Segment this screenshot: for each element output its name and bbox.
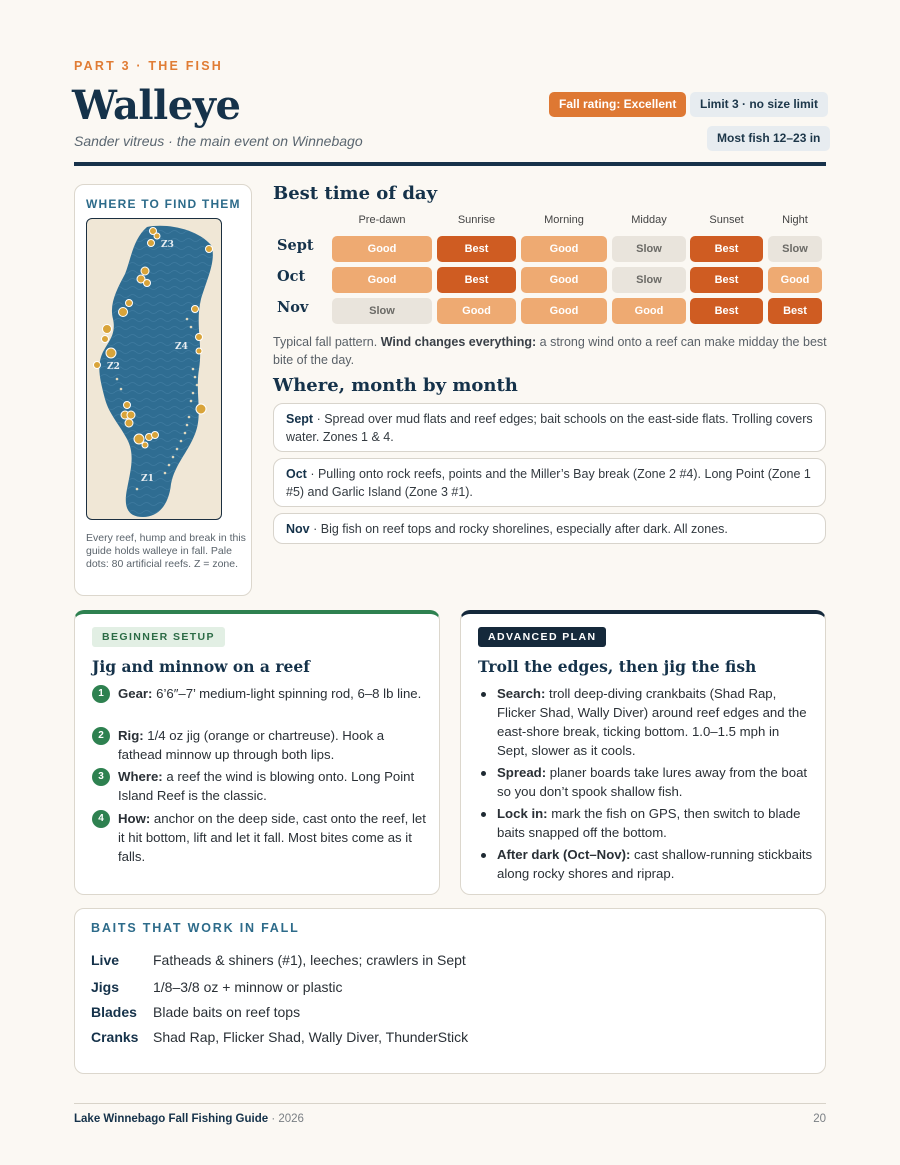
step-label: Gear: xyxy=(118,686,153,701)
time-note xyxy=(273,333,828,369)
time-rating-cell: Good xyxy=(332,267,432,293)
month-item-oct xyxy=(273,458,826,507)
part-eyebrow: PART 3 · THE FISH xyxy=(74,59,223,73)
advanced-plan-card xyxy=(460,610,826,895)
header-divider xyxy=(74,162,826,166)
most-fish-badge: Most fish 12–23 in xyxy=(707,126,830,151)
bait-desc: Blade baits on reef tops xyxy=(153,1004,301,1020)
time-rating-cell: Best xyxy=(437,236,516,262)
step-text: a reef the wind is blowing onto. Long Point Island Reef is the classic. xyxy=(118,769,415,803)
best-time-heading: Best time of day xyxy=(273,183,438,204)
time-rating-cell: Good xyxy=(521,267,607,293)
time-rating-cell: Best xyxy=(690,267,763,293)
time-column-header: Pre-dawn xyxy=(358,214,406,226)
step-number: 3 xyxy=(92,768,110,786)
time-note-start: Typical fall pattern. xyxy=(273,335,381,349)
page-subtitle: Sander vitreus · the main event on Winnebago xyxy=(74,133,363,149)
time-rating-cell: Slow xyxy=(612,267,686,293)
time-rating-cell: Slow xyxy=(612,236,686,262)
advanced-bullet xyxy=(478,763,813,801)
bullet-text: mark the fish on GPS, then switch to blade baits snapped off the bottom. xyxy=(497,806,801,840)
lake-map-graphic xyxy=(87,219,222,520)
advanced-tag: ADVANCED PLAN xyxy=(478,627,606,647)
time-row-month: Nov xyxy=(277,299,309,316)
month-heading: Where, month by month xyxy=(273,375,518,396)
beginner-setup-card xyxy=(74,610,440,895)
time-rating-cell: Good xyxy=(332,236,432,262)
time-rating-cell: Best xyxy=(437,267,516,293)
zone-label-z4: Z4 xyxy=(175,342,188,352)
bullet-dot xyxy=(481,692,486,697)
lake-map xyxy=(86,218,222,520)
month-label: Sept xyxy=(286,412,314,426)
step-text: 6’6″–7’ medium-light spinning rod, 6–8 lb line. xyxy=(152,686,422,701)
time-rating-cell: Good xyxy=(521,298,607,324)
time-rating-cell: Slow xyxy=(768,236,822,262)
zone-label-z2: Z2 xyxy=(107,362,120,372)
step-label: Rig: xyxy=(118,728,144,743)
beginner-step xyxy=(92,726,427,764)
step-text: 1/4 oz jig (orange or chartreuse). Hook a fathead minnow up through both lips. xyxy=(118,728,385,762)
beginner-step xyxy=(92,767,427,805)
advanced-bullet xyxy=(478,684,813,760)
step-number: 4 xyxy=(92,810,110,828)
month-text: · Pulling onto rock reefs, points and the Miller’s Bay break (Zone 2 #4). Long Point (Zone 1 #5) and Garlic Island (Zone 3 #1). xyxy=(286,467,811,499)
time-column-header: Sunset xyxy=(709,214,744,226)
baits-card xyxy=(74,908,826,1074)
bait-desc: 1/8–3/8 oz + minnow or plastic xyxy=(153,979,343,995)
month-item-sept xyxy=(273,403,826,452)
time-note-bold: Wind changes everything: xyxy=(380,335,537,349)
time-rating-cell: Best xyxy=(768,298,822,324)
bait-desc: Fatheads & shiners (#1), leeches; crawlers in Sept xyxy=(153,952,466,968)
bullet-text: troll deep-diving crankbaits (Shad Rap, Flicker Shad, Wally Diver) around reef edges and the east-shore break, ticking bottom. 1.0–1.5 mph in Sept, slower as it cools. xyxy=(497,686,807,758)
beginner-step xyxy=(92,809,427,866)
map-caption: Every reef, hump and break in this guide holds walleye in fall. Pale dots: 80 artificial reefs. Z = zone. xyxy=(86,532,246,570)
beginner-tag: BEGINNER SETUP xyxy=(92,627,225,647)
time-rating-cell: Good xyxy=(768,267,822,293)
time-rating-cell: Slow xyxy=(332,298,432,324)
month-text: · Big fish on reef tops and rocky shorelines, especially after dark. All zones. xyxy=(309,522,728,536)
zone-label-z3: Z3 xyxy=(161,240,174,250)
bait-desc: Shad Rap, Flicker Shad, Wally Diver, ThunderStick xyxy=(153,1029,469,1045)
bullet-text: planer boards take lures away from the boat so you don’t spook shallow fish. xyxy=(497,765,808,799)
beginner-title: Jig and minnow on a reef xyxy=(92,657,310,676)
map-card-title: WHERE TO FIND THEM xyxy=(86,197,241,211)
bullet-label: After dark (Oct–Nov): xyxy=(497,847,631,862)
footer-guide-name: Lake Winnebago Fall Fishing Guide xyxy=(74,1113,269,1125)
advanced-title: Troll the edges, then jig the fish xyxy=(478,657,757,676)
bait-type: Jigs xyxy=(91,979,120,995)
bullet-dot xyxy=(481,771,486,776)
bullet-label: Lock in: xyxy=(497,806,548,821)
bullet-label: Search: xyxy=(497,686,546,701)
bullet-dot xyxy=(481,853,486,858)
time-column-header: Midday xyxy=(631,214,667,226)
bait-type: Live xyxy=(91,952,120,968)
advanced-bullet xyxy=(478,804,813,842)
footer-guide xyxy=(74,1113,304,1125)
step-number: 1 xyxy=(92,685,110,703)
baits-title: BAITS THAT WORK IN FALL xyxy=(91,921,300,935)
fall-rating-badge: Fall rating: Excellent xyxy=(549,92,686,117)
time-column-header: Night xyxy=(782,214,808,226)
bait-type: Blades xyxy=(91,1004,137,1020)
footer-year: · 2026 xyxy=(268,1113,304,1125)
beginner-step xyxy=(92,684,427,703)
time-rating-cell: Good xyxy=(612,298,686,324)
bullet-text: cast shallow-running stickbaits along rocky shores and riprap. xyxy=(497,847,813,881)
step-label: Where: xyxy=(118,769,163,784)
month-label: Nov xyxy=(286,522,310,536)
page-title: Walleye xyxy=(72,82,241,129)
limit-badge: Limit 3 · no size limit xyxy=(690,92,828,117)
time-note-end: a strong wind onto a reef can make midday the best bite of the day. xyxy=(273,335,827,367)
page-number: 20 xyxy=(813,1113,826,1125)
step-number: 2 xyxy=(92,727,110,745)
time-rating-cell: Good xyxy=(437,298,516,324)
map-card xyxy=(74,184,252,596)
time-column-header: Morning xyxy=(544,214,584,226)
time-rating-cell: Good xyxy=(521,236,607,262)
bait-type: Cranks xyxy=(91,1029,139,1045)
time-row-month: Oct xyxy=(277,268,306,285)
month-text: · Spread over mud flats and reef edges; bait schools on the east-side flats. Trolling covers water. Zones 1 & 4. xyxy=(286,412,813,444)
step-text: anchor on the deep side, cast onto the reef, let it hit bottom, lift and let it fall. Most bites come as it falls. xyxy=(118,811,426,864)
advanced-bullet xyxy=(478,845,813,883)
month-label: Oct xyxy=(286,467,307,481)
step-label: How: xyxy=(118,811,151,826)
time-row-month: Sept xyxy=(277,237,314,254)
bullet-dot xyxy=(481,812,486,817)
bullet-label: Spread: xyxy=(497,765,547,780)
zone-label-z1: Z1 xyxy=(141,474,154,484)
time-rating-cell: Best xyxy=(690,236,763,262)
time-rating-cell: Best xyxy=(690,298,763,324)
time-column-header: Sunrise xyxy=(457,214,496,226)
month-item-nov xyxy=(273,513,826,544)
footer-divider xyxy=(74,1103,826,1104)
